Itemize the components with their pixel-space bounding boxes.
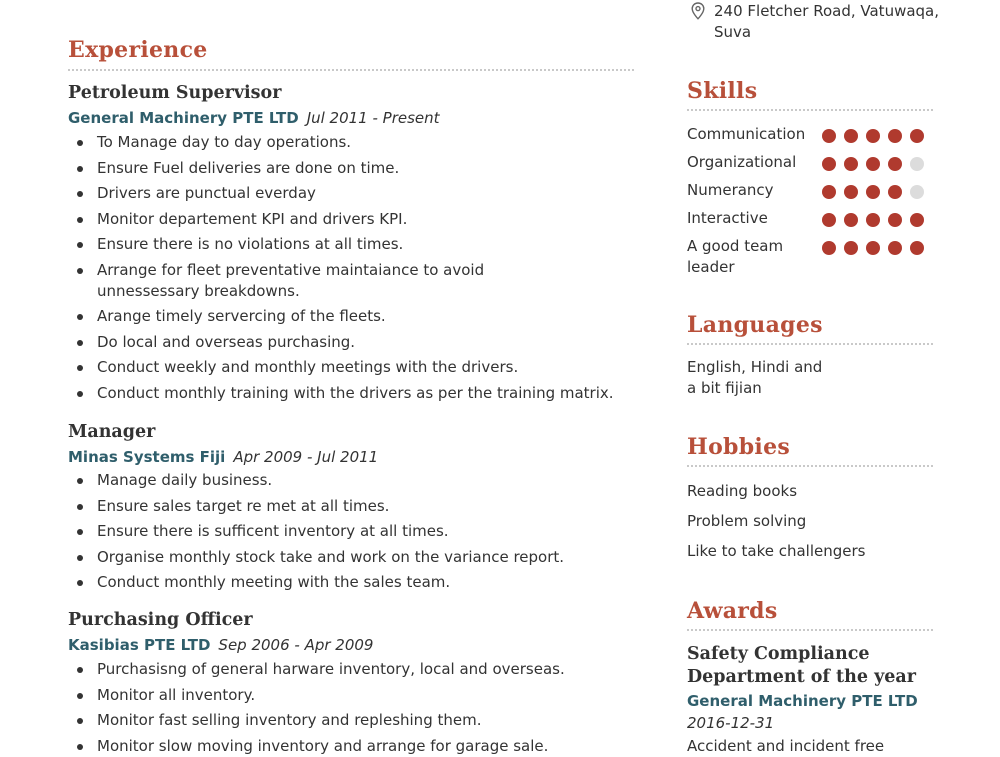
hobbies-heading: Hobbies (687, 434, 791, 460)
address-line: Suva (714, 23, 752, 41)
bullet-item: To Manage day to day operations. (68, 132, 634, 153)
bullet-item: Arrange for fleet preventative maintaiance to avoid unnessessary breakdowns. (68, 260, 577, 302)
languages-heading: Languages (687, 312, 823, 338)
job-title: Manager (68, 422, 156, 442)
job-meta (68, 109, 440, 127)
skill-name: Numerancy (687, 181, 774, 199)
job-meta (68, 636, 373, 654)
skill-rating (822, 241, 924, 255)
award-date: 2016-12-31 (687, 714, 775, 732)
rating-dot-filled (822, 157, 836, 171)
rating-dot-empty (910, 157, 924, 171)
rating-dot-filled (866, 185, 880, 199)
rating-dot-filled (888, 241, 902, 255)
section-divider (687, 109, 933, 111)
job-title: Petroleum Supervisor (68, 83, 282, 103)
bullet-item: Arange timely servercing of the fleets. (68, 306, 634, 327)
rating-dot-filled (910, 241, 924, 255)
rating-dot-filled (844, 213, 858, 227)
job-company: Kasibias PTE LTD (68, 636, 211, 654)
rating-dot-filled (866, 213, 880, 227)
award-company-name: General Machinery PTE LTD (687, 692, 918, 710)
rating-dot-filled (888, 157, 902, 171)
award-description: Accident and incident free (687, 737, 885, 755)
hobby-item: Reading books (687, 482, 798, 500)
rating-dot-filled (822, 241, 836, 255)
address (714, 1, 944, 43)
rating-dot-empty (910, 185, 924, 199)
skill-rating (822, 129, 924, 143)
rating-dot-filled (822, 213, 836, 227)
bullet-item: Ensure there is no violations at all times. (68, 234, 634, 255)
rating-dot-filled (844, 185, 858, 199)
address-line: 240 Fletcher Road, Vatuwaqa, (714, 2, 940, 20)
skill-name: Interactive (687, 209, 768, 227)
rating-dot-filled (822, 185, 836, 199)
rating-dot-filled (866, 129, 880, 143)
bullet-item: Conduct weekly and monthly meetings with the drivers. (68, 357, 634, 378)
section-divider (687, 465, 933, 467)
skill-name: A good team leader (687, 237, 784, 276)
job-bullets (68, 470, 634, 593)
rating-dot-filled (888, 185, 902, 199)
job-dates: Sep 2006 - Apr 2009 (218, 636, 374, 654)
location-pin-icon (691, 2, 705, 24)
award-title: Safety Compliance Department of the year (687, 644, 916, 687)
job-company: Minas Systems Fiji (68, 448, 226, 466)
bullet-item: Conduct monthly training with the drivers as per the training matrix. (68, 383, 634, 404)
section-divider (68, 69, 634, 71)
award-company (687, 692, 918, 710)
rating-dot-filled (866, 157, 880, 171)
rating-dot-filled (844, 157, 858, 171)
rating-dot-filled (888, 129, 902, 143)
bullet-item: Drivers are punctual everday (68, 183, 634, 204)
section-divider (687, 629, 933, 631)
hobby-item: Like to take challengers (687, 542, 866, 560)
rating-dot-filled (866, 241, 880, 255)
skill-name: Communication (687, 125, 806, 143)
bullet-item: Do local and overseas purchasing. (68, 332, 634, 353)
job-dates: Jul 2011 - Present (306, 109, 440, 127)
bullet-item: Ensure sales target re met at all times. (68, 496, 634, 517)
bullet-item: Monitor all inventory. (68, 685, 634, 706)
rating-dot-filled (910, 213, 924, 227)
rating-dot-filled (844, 129, 858, 143)
rating-dot-filled (888, 213, 902, 227)
skill-name: Organizational (687, 153, 797, 171)
job-bullets (68, 132, 634, 404)
experience-heading: Experience (68, 37, 208, 63)
skill-rating (822, 185, 924, 199)
job-meta (68, 448, 378, 466)
bullet-item: Ensure Fuel deliveries are done on time. (68, 158, 634, 179)
job-title: Purchasing Officer (68, 610, 253, 630)
bullet-item: Conduct monthly meeting with the sales team. (68, 572, 634, 593)
skill-rating (822, 157, 924, 171)
bullet-item: Purchasisng of general harware inventory, local and overseas. (68, 659, 634, 680)
rating-dot-filled (844, 241, 858, 255)
languages-text: English, Hindi and a bit fijian (687, 358, 823, 397)
hobby-item: Problem solving (687, 512, 807, 530)
awards-heading: Awards (687, 598, 778, 624)
job-dates: Apr 2009 - Jul 2011 (233, 448, 379, 466)
bullet-item: Ensure there is sufficent inventory at all times. (68, 521, 634, 542)
bullet-item: Manage daily business. (68, 470, 634, 491)
bullet-item: Monitor slow moving inventory and arrange for garage sale. (68, 736, 634, 757)
rating-dot-filled (910, 129, 924, 143)
section-divider (687, 343, 933, 345)
bullet-item: Monitor departement KPI and drivers KPI. (68, 209, 634, 230)
bullet-item: Monitor fast selling inventory and repleshing them. (68, 710, 634, 731)
job-company: General Machinery PTE LTD (68, 109, 299, 127)
bullet-item: Organise monthly stock take and work on the variance report. (68, 547, 634, 568)
skill-rating (822, 213, 924, 227)
rating-dot-filled (822, 129, 836, 143)
job-bullets (68, 659, 634, 757)
skills-heading: Skills (687, 78, 758, 104)
